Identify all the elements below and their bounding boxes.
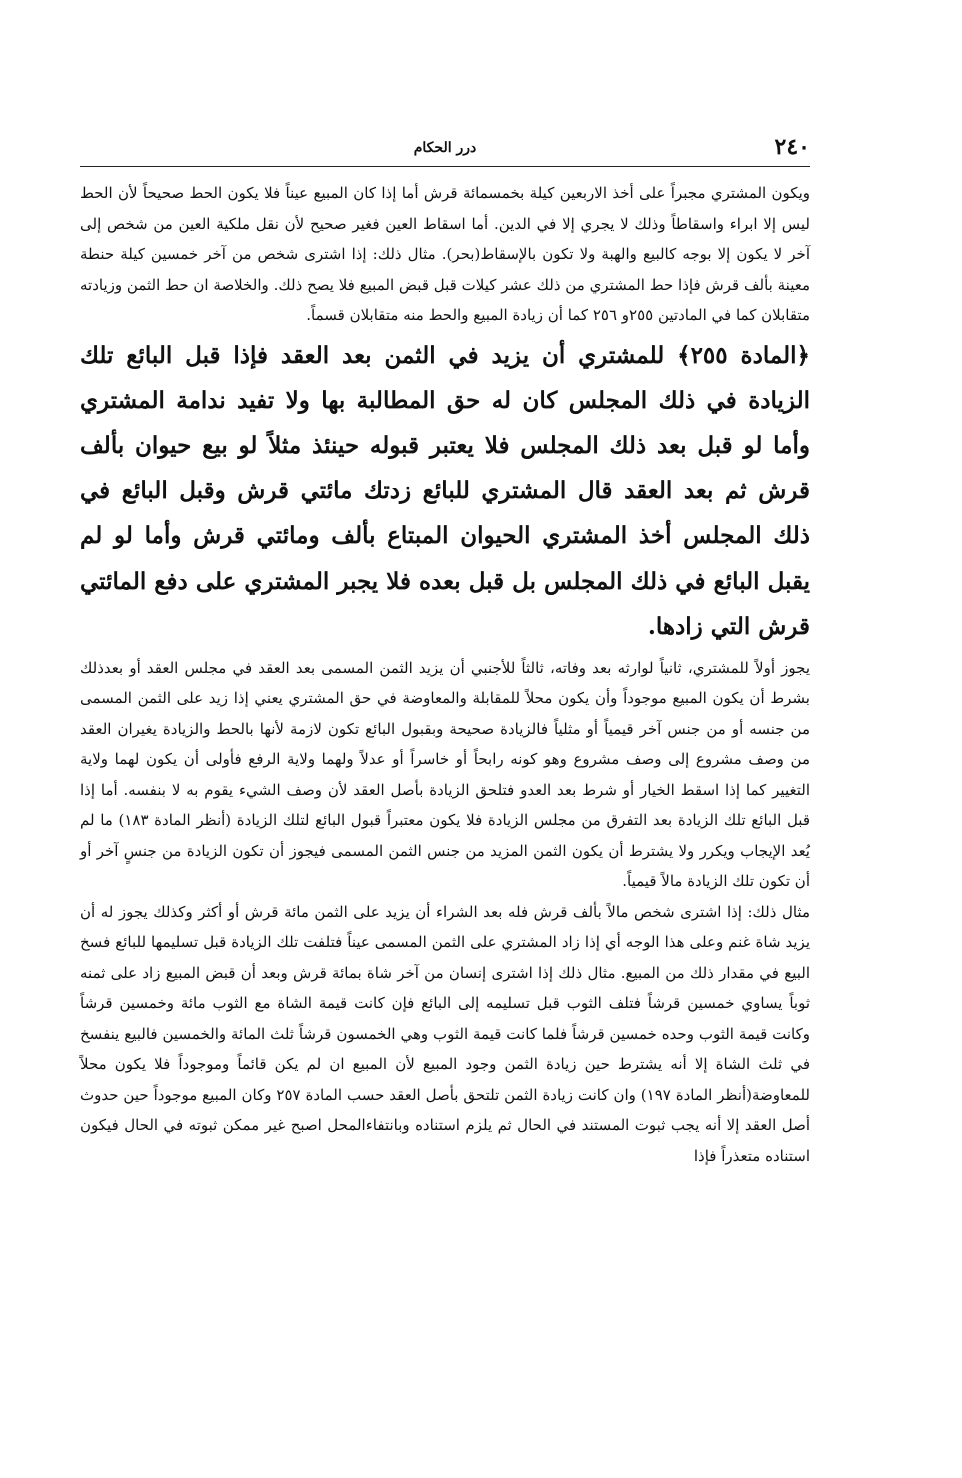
intro-paragraph: ويكون المشتري مجبراً على أخذ الاربعين كيلة بخمسمائة قرش أما إذا كان المبيع عيناً فلا يكون الحط صحيحاً لأن الحط ليس إلا ابراء واسقاطاً وذلك لا يجري إلا في الدين. أما اسقاط العين فغير صحيح لأن نقل ملكية العين من شخص إلى آخر لا يكون إلا بوجه كالبيع والهبة ولا تكون بالإسقاط(بحر). مثال ذلك: إذا اشترى شخص من آخر خمسين كيلة حنطة معينة بألف قرش فإذا حط المشتري من ذلك عشر كيلات قبل قبض المبيع فلا يصح ذلك. والخلاصة ان حط الثمن وزيادته متقابلان كما في المادتين ٢٥٥و ٢٥٦ كما أن زيادة المبيع والحط منه متقابلان قسماً. — [80, 184, 810, 324]
example-paragraph: مثال ذلك: إذا اشترى شخص مالاً بألف قرش فله بعد الشراء أن يزيد على الثمن مائة قرش أو أكثر وكذلك يجوز له أن يزيد شاة غنم وعلى هذا الوجه أي إذا زاد المشتري على الثمن المسمى عيناً فتلفت تلك الزيادة قبل تسليمها للبائع فسخ البيع في مقدار ذلك من المبيع. مثال ذلك إذا اشترى إنسان من آخر شاة بمائة قرش وبعد أن قبض المبيع زاد على ثمنه ثوباً يساوي خمسين قرشاً فتلف الثوب قبل تسليمه إلى البائع فإن كانت قيمة الشاة مع الثوب مائة وخمسين قرشاً وكانت قيمة الثوب وحده خمسين قرشاً فلما كانت قيمة الثوب وهي الخمسون قرشاً ثلث المائة والخمسين فالبيع ينفسخ في ثلث الشاة إلا أنه يشترط حين زيادة الثمن وجود المبيع لأن المبيع ان لم يكن قائماً وموجوداً فلا يكون محلاً للمعاوضة(أنظر المادة ١٩٧) وان كانت زيادة الثمن تلتحق بأصل العقد حسب المادة ٢٥٧ وكان المبيع موجوداً حين حدوث أصل العقد إلا أنه يجب ثبوت المستند في الحال ثم يلزم استناده وبانتفاءالمحل اصبح غير ممكن ثبوته في الحال فيكون استناده متعذراً فإذا — [80, 902, 811, 1165]
article-255-paragraph: ﴿المادة ٢٥٥﴾ للمشتري أن يزيد في الثمن بعد العقد فإذا قبل البائع تلك الزيادة في ذلك المجلس كان له حق المطالبة بها ولا تفيد ندامة المشتري وأما لو قبل بعد ذلك المجلس فلا يعتبر قبوله حينئذ مثلاً لو بيع حيوان بألف قرش ثم بعد العقد قال المشتري للبائع زدتك مائتي قرش وقبل البائع في ذلك المجلس أخذ المشتري الحيوان المبتاع بألف ومائتي قرش وأما لو لم يقبل البائع في ذلك المجلس بل قبل بعده فلا يجبر المشتري على دفع المائتي قرش التي زادها. — [80, 341, 810, 640]
commentary-paragraph: يجوز أولاً للمشتري، ثانياً لوارثه بعد وفاته، ثالثاً للأجنبي أن يزيد الثمن المسمى بعد العقد في مجلس العقد أو بعدذلك بشرط أن يكون المبيع موجوداً وأن يكون محلاً للمقابلة والمعاوضة في حق المشتري يعني إذا زيد على الثمن المسمى من جنسه أو من جنس آخر قيمياً أو مثلياً فالزيادة صحيحة وبقبول البائع تكون لازمة لأنها بالحط والزيادة يغيران العقد من وصف مشروع إلى وصف مشروع وهو كونه رابحاً أو خاسراً أو عدلاً ولهما ولاية الرفع فأولى أن يكون لهما ولاية التغيير كما إذا اسقط الخيار أو شرط بعد العدو فتلحق الزيادة بأصل العقد لأن وصف الشيء يقوم به لا بنفسه. أما إذا قبل البائع تلك الزيادة بعد التفرق من مجلس الزيادة فلا يكون معتبراً قبول البائع لتلك الزيادة (أنظر المادة ١٨٣) ما لم يُعد الإيجاب ويكرر ولا يشترط أن يكون الثمن المزيد من جنس الثمن المسمى فيجوز أن تكون الزيادة من جنسٍ آخر أو أن تكون تلك الزيادة مالاً قيمياً. — [80, 658, 810, 891]
header-rule — [80, 166, 810, 167]
document-page — [80, 128, 810, 1171]
page-number: ٢٤٠ — [774, 134, 810, 160]
running-title: درر الحكام — [413, 140, 477, 156]
page-header — [80, 128, 810, 168]
